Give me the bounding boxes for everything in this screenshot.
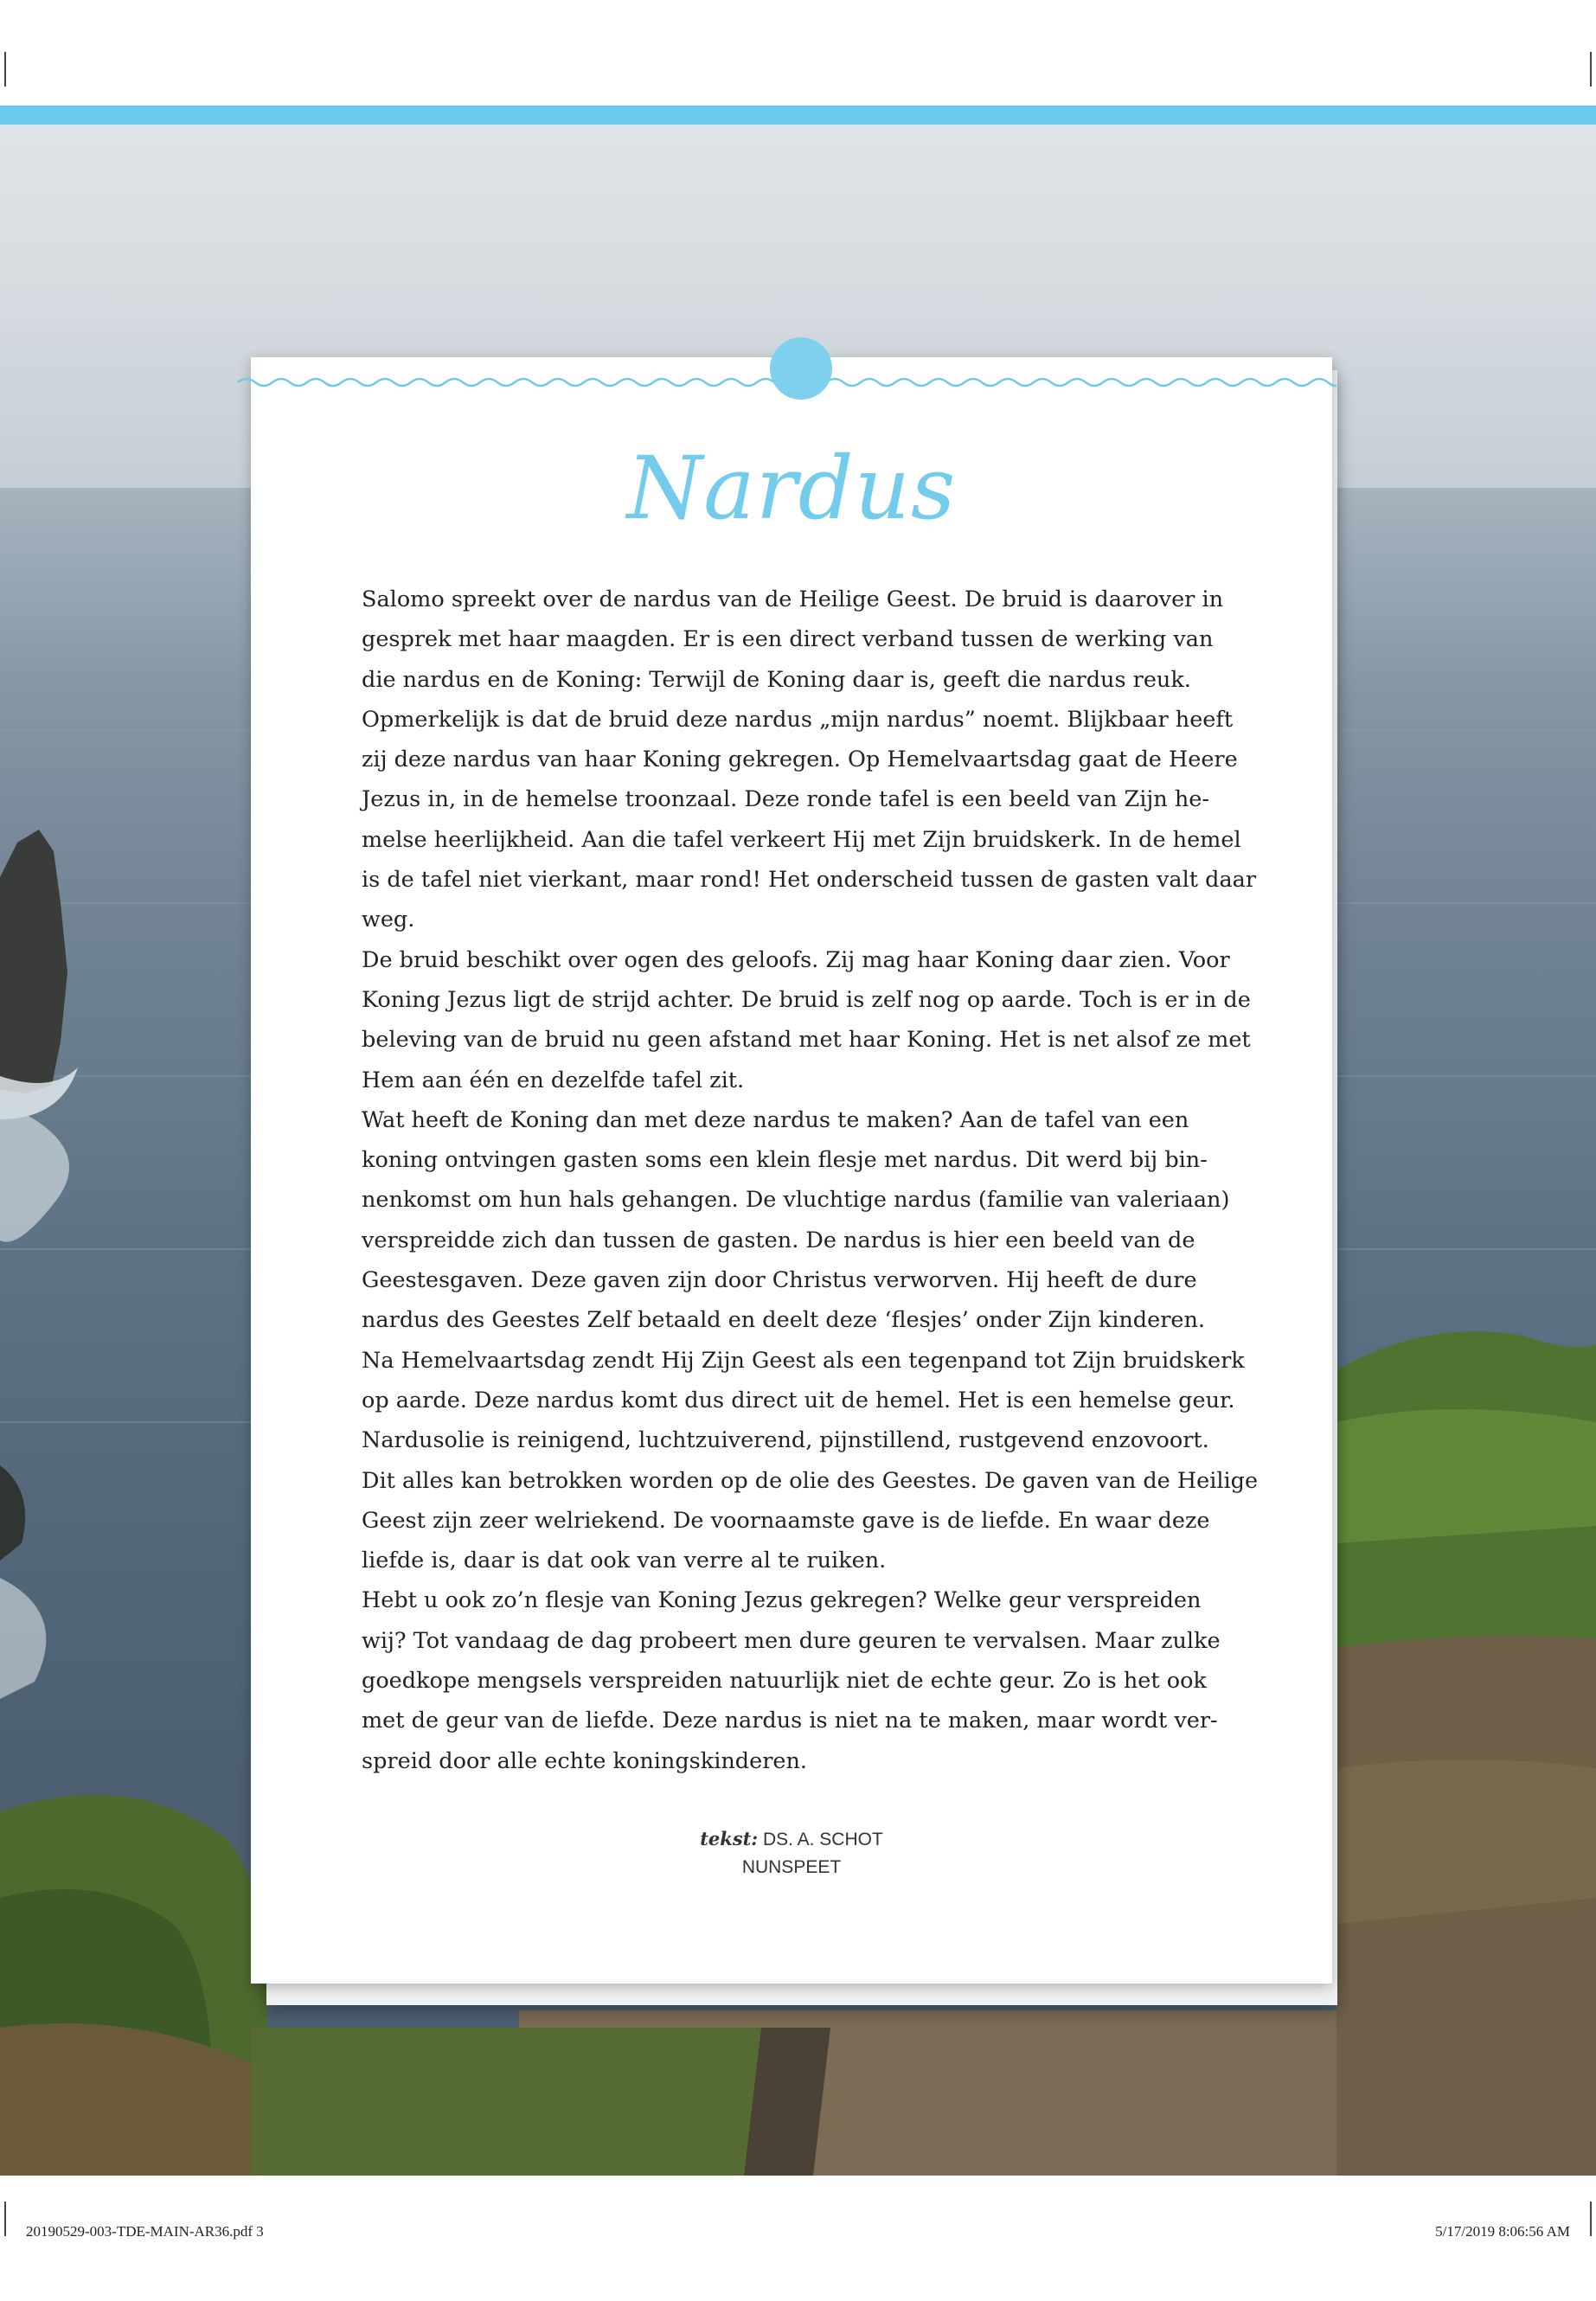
body-line: melse heerlijkheid. Aan die tafel verkeert Hij met Zijn bruidskerk. In de hemel bbox=[362, 826, 1241, 853]
body-line: Geest zijn zeer welriekend. De voornaamste gave is de liefde. En waar deze bbox=[362, 1507, 1210, 1534]
article-body bbox=[362, 580, 1259, 1781]
body-line: De bruid beschikt over ogen des geloofs. Zij mag haar Koning daar zien. Voor bbox=[362, 946, 1230, 973]
body-line: beleving van de bruid nu geen afstand met haar Koning. Het is net alsof ze met bbox=[362, 1027, 1251, 1054]
body-line: Hem aan één en dezelfde tafel zit. bbox=[362, 1067, 745, 1093]
credit-author: DS. A. SCHOT bbox=[762, 1830, 883, 1849]
body-line: Salomo spreekt over de nardus van de Heilige Geest. De bruid is daarover in bbox=[362, 586, 1224, 612]
body-line: liefde is, daar is dat ook van verre al te ruiken. bbox=[362, 1548, 887, 1574]
credit-label: tekst: bbox=[700, 1828, 759, 1849]
body-line: Geestesgaven. Deze gaven zijn door Christus verworven. Hij heeft de dure bbox=[362, 1267, 1197, 1294]
body-line: nenkomst om hun hals gehangen. De vluchtige nardus (familie van valeriaan) bbox=[362, 1187, 1230, 1214]
body-line: zij deze nardus van haar Koning gekregen. Op Hemelvaartsdag gaat de Heere bbox=[362, 747, 1238, 773]
body-line: Hebt u ook zo’n flesje van Koning Jezus gekregen? Welke geur verspreiden bbox=[362, 1587, 1202, 1614]
article-title: Nardus bbox=[626, 438, 957, 539]
body-line: gesprek met haar maagden. Er is een direct verband tussen de werking van bbox=[362, 626, 1214, 653]
body-line: Opmerkelijk is dat de bruid deze nardus „mijn nardus” noemt. Blijkbaar heeft bbox=[362, 706, 1234, 733]
body-line: goedkope mengsels verspreiden natuurlijk niet de echte geur. Zo is het ook bbox=[362, 1668, 1207, 1695]
wave-circle-ornament bbox=[770, 337, 832, 400]
top-accent-band bbox=[0, 106, 1596, 125]
body-line: nardus des Geestes Zelf betaald en deelt deze ‘flesjes’ onder Zijn kinderen. bbox=[362, 1307, 1206, 1334]
body-line: Jezus in, in de hemelse troonzaal. Deze ronde tafel is een beeld van Zijn he- bbox=[362, 786, 1209, 813]
body-line: Dit alles kan betrokken worden op de olie des Geestes. De gaven van de Heilige bbox=[362, 1467, 1259, 1494]
crop-mark bbox=[4, 2202, 6, 2236]
author-credit bbox=[251, 1825, 1332, 1881]
body-line: Wat heeft de Koning dan met deze nardus te maken? Aan de tafel van een bbox=[362, 1106, 1189, 1133]
body-line: Nardusolie is reinigend, luchtzuiverend, pijnstillend, rustgevend enzovoort. bbox=[362, 1427, 1209, 1454]
crop-mark bbox=[4, 52, 6, 87]
credit-place: NUNSPEET bbox=[741, 1857, 842, 1877]
body-line: die nardus en de Koning: Terwijl de Koning daar is, geeft die nardus reuk. bbox=[362, 666, 1191, 693]
body-line: koning ontvingen gasten soms een klein flesje met nardus. Dit werd bij bin- bbox=[362, 1147, 1208, 1174]
body-line: op aarde. Deze nardus komt dus direct uit de hemel. Het is een hemelse geur. bbox=[362, 1387, 1235, 1413]
body-line: wij? Tot vandaag de dag probeert men dure geuren te vervalsen. Maar zulke bbox=[362, 1627, 1221, 1654]
body-line: Koning Jezus ligt de strijd achter. De bruid is zelf nog op aarde. Toch is er in de bbox=[362, 986, 1251, 1013]
body-line: weg. bbox=[362, 907, 415, 933]
footer-timestamp: 5/17/2019 8:06:56 AM bbox=[1435, 2223, 1570, 2240]
crop-mark bbox=[1590, 52, 1592, 87]
body-line: spreid door alle echte koningskinderen. bbox=[362, 1747, 808, 1774]
body-line: verspreidde zich dan tussen de gasten. De nardus is hier een beeld van de bbox=[362, 1227, 1195, 1253]
body-line: met de geur van de liefde. Deze nardus is niet na te maken, maar wordt ver- bbox=[362, 1708, 1218, 1734]
body-line: Na Hemelvaartsdag zendt Hij Zijn Geest als een tegenpand tot Zijn bruidskerk bbox=[362, 1347, 1245, 1374]
footer-file-info: 20190529-003-TDE-MAIN-AR36.pdf 3 bbox=[26, 2223, 264, 2240]
body-line: is de tafel niet vierkant, maar rond! Het onderscheid tussen de gasten valt daar bbox=[362, 867, 1257, 894]
crop-mark bbox=[1590, 2202, 1592, 2236]
